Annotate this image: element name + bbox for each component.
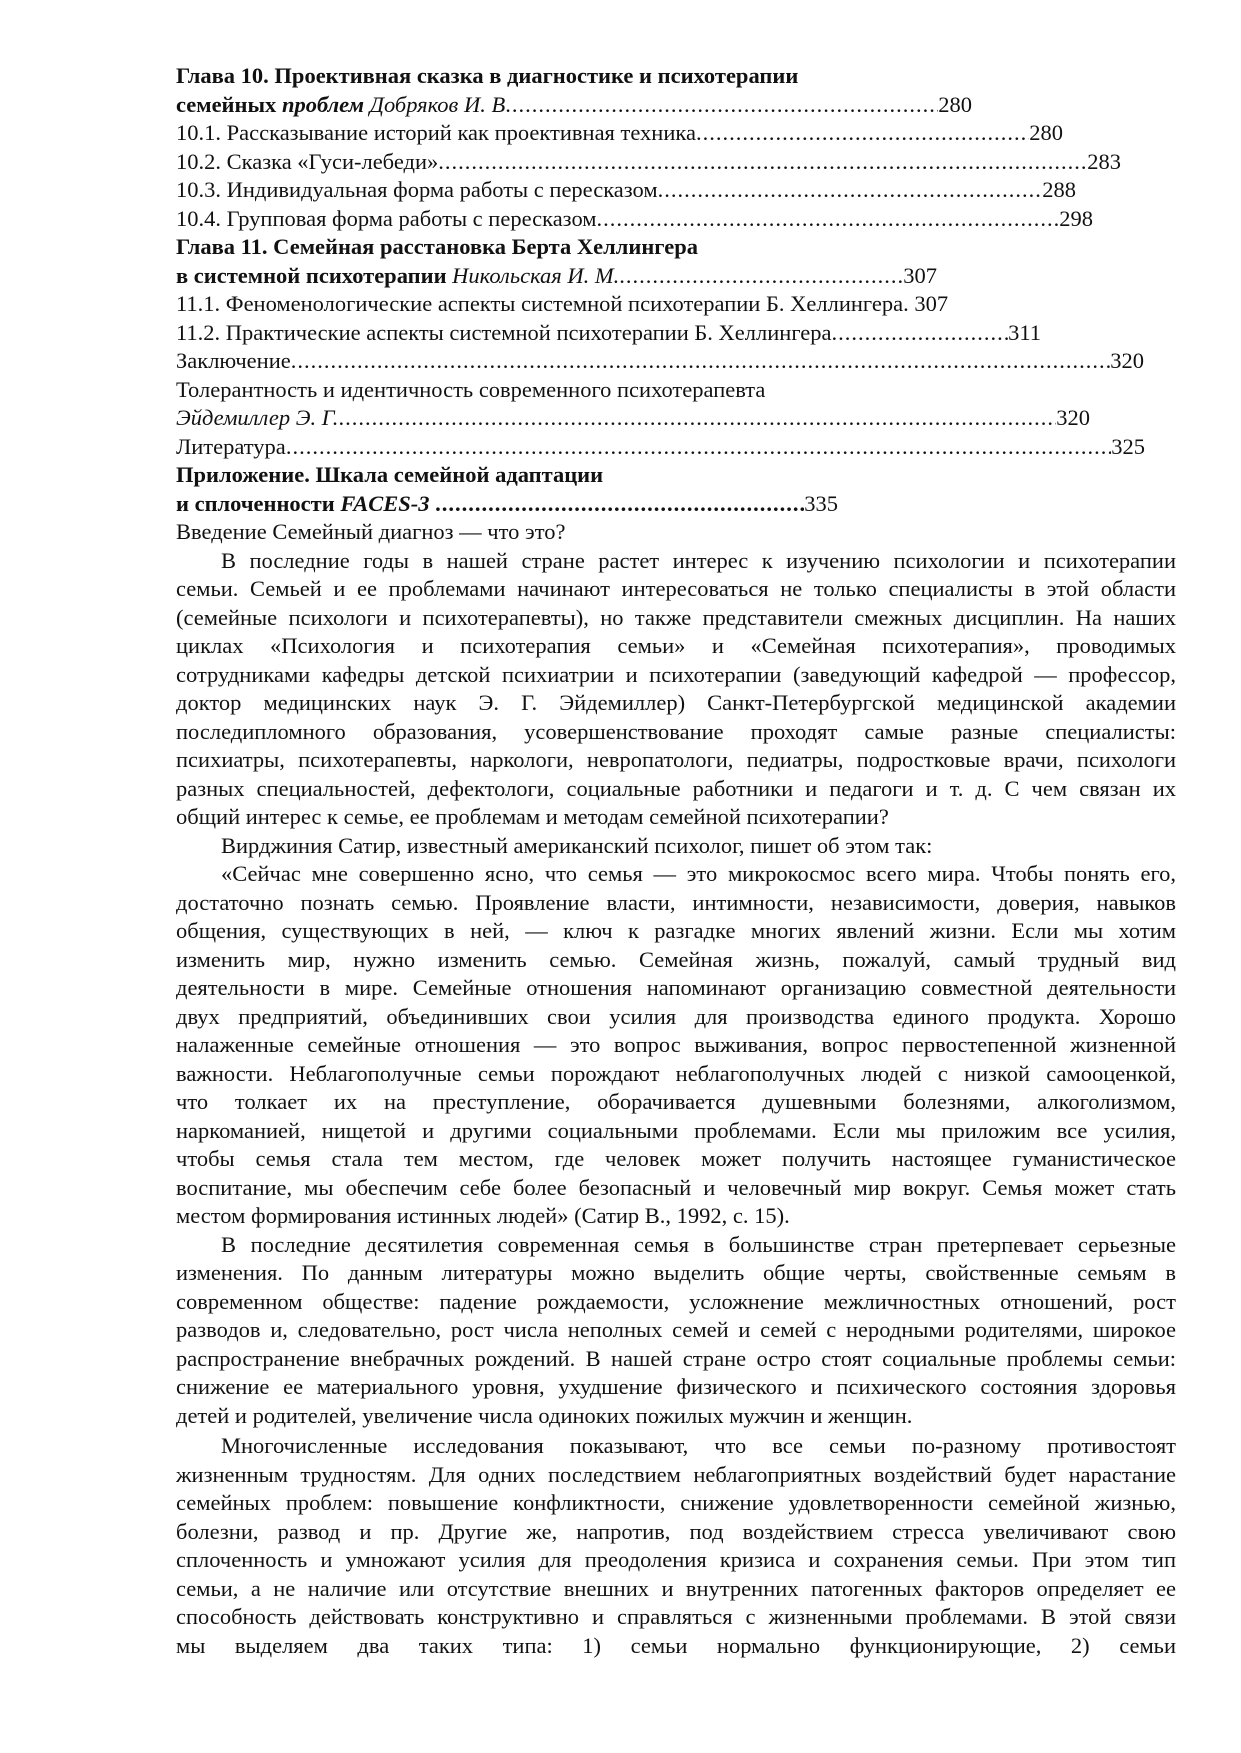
dot-leader — [831, 319, 1008, 348]
toc-page-number: 320 — [1110, 348, 1144, 373]
dot-leader — [291, 347, 1111, 376]
toc-entry — [176, 433, 1145, 462]
toc-entry — [176, 461, 1176, 490]
toc-entry-title — [176, 233, 698, 262]
toc-page-number: 283 — [1087, 148, 1121, 174]
toc-text-segment: Никольская И. М. — [452, 262, 620, 288]
paragraph — [176, 860, 1176, 1231]
toc-entry — [176, 347, 1144, 376]
dot-leader — [597, 205, 1060, 234]
text-line: Вирджиния Сатир, известный американский психолог, пишет об этом так: — [221, 832, 933, 858]
text-line: циклах «Психология и психотерапия семьи» и «Семейная психотерапия», проводимых — [176, 633, 1176, 658]
toc-text-segment: и сплоченности — [176, 490, 341, 516]
dot-leader — [658, 176, 1043, 205]
text-line: общий интерес к семье, ее проблемам и методам семейной психотерапии? — [176, 804, 889, 829]
text-line: чтобы семья стала тем местом, где человек может получить настоящее гуманистическое — [176, 1146, 1176, 1171]
toc-entry — [176, 376, 1176, 405]
text-line: важности. Неблагополучные семьи порождают неблагополучных людей с низкой самооценкой, — [176, 1060, 1176, 1086]
text-line: двух предприятий, объединивших свои усилия для производства единого продукта. Хорошо — [176, 1003, 1176, 1029]
text-line: налаженные семейные отношения — это вопрос выживания, вопрос первостепенной жизненной — [176, 1032, 1176, 1057]
text-line: В последние десятилетия современная семья в большинстве стран претерпевает серьезные — [221, 1231, 1176, 1257]
text-line: семьи, а не наличие или отсутствие внешних и внутренних патогенных факторов определяет ее — [176, 1575, 1176, 1601]
toc-entry-title — [176, 433, 286, 462]
text-line: общения, существующих в ней, — ключ к разгадке многих явлений жизни. Если мы хотим — [176, 918, 1176, 943]
text-line: В последние годы в нашей стране растет интерес к изучению психологии и психотерапии — [221, 547, 1176, 573]
toc-entry-title — [176, 347, 291, 376]
toc-text-segment: 10.3. Индивидуальная форма работы с пересказом — [176, 177, 658, 202]
document-page — [176, 62, 1176, 1660]
toc-entry-title — [176, 319, 831, 348]
dot-leader — [438, 148, 1087, 177]
toc-entry-title — [176, 490, 435, 519]
toc-entry — [176, 205, 1093, 234]
toc-entry-title — [176, 148, 438, 177]
toc-entry-title — [176, 290, 948, 319]
text-line: сотрудниками кафедры детской психиатрии и психотерапии (заведующий кафедрой — профессор, — [176, 661, 1176, 687]
toc-text-segment: Эйдемиллер Э. Г. — [176, 405, 339, 430]
toc-entry-title — [176, 205, 597, 234]
text-line: распространение внебрачных рождений. В нашей стране остро стоят социальные проблемы семьи: — [176, 1345, 1176, 1371]
text-line: психиатры, психотерапевты, наркологи, невропатологи, педиатры, подростковые врачи, психологи — [176, 747, 1176, 772]
toc-entry — [176, 319, 1041, 348]
toc-entry-title — [176, 262, 619, 291]
toc-entry — [176, 148, 1121, 177]
text-line: последипломного образования, усовершенствование проходят самые разные специалисты: — [176, 718, 1176, 744]
text-line: болезни, развод и пр. Другие же, напротив, под воздействием стресса увеличивают свою — [176, 1518, 1176, 1544]
text-line: семейных проблем: повышение конфликтности, снижение удовлетворенности семейной жизнью, — [176, 1490, 1176, 1515]
dot-leader — [505, 91, 938, 120]
toc-page-number: 335 — [804, 490, 838, 516]
toc-text-segment: Толерантность и идентичность современного психотерапевта — [176, 376, 766, 402]
paragraph — [176, 1231, 1176, 1431]
toc-text-segment: Добряков И. В — [364, 91, 506, 117]
text-line: снижение ее материального уровня, ухудшение физического и психического состояния здоровья — [176, 1374, 1176, 1399]
toc-text-segment: семейных — [176, 91, 282, 117]
toc-entry — [176, 233, 1176, 262]
toc-entry — [176, 91, 972, 120]
toc-text-segment: Заключение — [176, 348, 291, 373]
text-line: достаточно познать семью. Проявление власти, интимности, независимости, доверия, навыков — [176, 889, 1176, 915]
paragraph — [176, 1432, 1176, 1660]
toc-entry — [176, 62, 1176, 91]
toc-entry-title — [176, 176, 658, 205]
toc-text-segment: 11.2. Практические аспекты системной психотерапии Б. Хеллингера — [176, 319, 832, 345]
text-line: Многочисленные исследования показывают, что все семьи по-разному противостоят — [221, 1433, 1176, 1458]
toc-entry — [176, 119, 1063, 148]
toc-entry — [176, 404, 1090, 433]
toc-text-segment: Приложение. Шкала семейной адаптации — [176, 462, 604, 487]
paragraph — [176, 547, 1176, 832]
toc-entry — [176, 176, 1076, 205]
toc-text-segment: Литература — [176, 433, 286, 459]
toc-text-segment: 10.4. Групповая форма работы с пересказом — [176, 205, 597, 231]
toc-entry-title — [176, 376, 765, 405]
text-line: разводов и, следовательно, рост числа неполных семей и семей с неродными родителями, широкое — [176, 1317, 1176, 1342]
dot-leader — [435, 490, 804, 519]
body-text — [176, 547, 1176, 1661]
toc-entry-title — [176, 404, 338, 433]
paragraph — [176, 832, 1176, 861]
intro-title: Введение Семейный диагноз — что это? — [176, 519, 566, 544]
toc-text-segment: 11.1. Феноменологические аспекты системной психотерапии Б. Хеллингера. 307 — [176, 291, 949, 316]
text-line: семьи. Семьей и ее проблемами начинают интересоваться не только специалисты в этой области — [176, 576, 1176, 601]
toc-page-number: 325 — [1111, 433, 1145, 459]
toc-page-number: 280 — [1029, 120, 1063, 145]
text-line: разных специальностей, дефектологи, социальные работники и педагоги и т. д. С чем связан их — [176, 775, 1176, 801]
dot-leader — [338, 404, 1056, 433]
text-line: современном обществе: падение рождаемости, усложнение межличностных отношений, рост — [176, 1288, 1176, 1314]
text-line: «Сейчас мне совершенно ясно, что семья — это микрокосмос всего мира. Чтобы понять его, — [221, 861, 1176, 886]
toc-page-number: 320 — [1056, 405, 1090, 430]
text-line: (семейные психологи и психотерапевты), но также представители смежных дисциплин. На наших — [176, 604, 1176, 630]
text-line: детей и родителей, увеличение числа одиноких пожилых мужчин и женщин. — [176, 1402, 913, 1428]
toc-entry — [176, 262, 937, 291]
text-line: что толкает их на преступление, оборачивается душевными болезнями, алкоголизмом, — [176, 1089, 1176, 1114]
toc-text-segment: 10.1. Рассказывание историй как проективная техника — [176, 120, 696, 145]
toc-entry-title — [176, 62, 798, 91]
text-line: мы выделяем два таких типа: 1) семьи нормально функционирующие, 2) семьи — [176, 1632, 1176, 1658]
toc-text-segment: Глава 11. Семейная расстановка Берта Хеллингера — [176, 234, 698, 259]
toc-page-number: 280 — [938, 91, 972, 117]
text-line: сплоченность и умножают усилия для преодоления кризиса и сохранения семьи. При этом тип — [176, 1547, 1176, 1572]
table-of-contents — [176, 62, 1176, 518]
toc-page-number: 298 — [1059, 205, 1093, 231]
dot-leader — [696, 119, 1029, 148]
toc-entry — [176, 290, 1176, 319]
toc-page-number: 307 — [903, 262, 937, 288]
toc-page-number: 311 — [1008, 319, 1041, 345]
text-line: изменить мир, нужно изменить семью. Семейная жизнь, пожалуй, самый трудный вид — [176, 946, 1176, 972]
text-line: наркоманией, нищетой и другими социальными проблемами. Если мы приложим все усилия, — [176, 1117, 1176, 1143]
text-line: местом формирования истинных людей» (Сатир В., 1992, с. 15). — [176, 1203, 790, 1228]
toc-text-segment: проблем — [281, 91, 365, 117]
toc-text-segment: Глава 10. Проективная сказка в диагностике и психотерапии — [176, 63, 799, 88]
toc-text-segment: 10.2. Сказка «Гуси-лебеди» — [176, 148, 439, 174]
text-line: изменения. По данным литературы можно выделить общие черты, свойственные семьям в — [176, 1260, 1176, 1285]
text-line: воспитание, мы обеспечим себе более безопасный и человечный мир вокруг. Семья может стать — [176, 1174, 1176, 1200]
dot-leader — [286, 433, 1111, 462]
text-line: жизненным трудностям. Для одних последствием неблагоприятных воздействий будет нарастание — [176, 1461, 1176, 1487]
toc-entry-title — [176, 461, 603, 490]
toc-entry-title — [176, 119, 696, 148]
text-line: доктор медицинских наук Э. Г. Эйдемиллер) Санкт-Петербургской медицинской академии — [176, 690, 1176, 715]
dot-leader — [619, 262, 903, 291]
toc-text-segment: в системной психотерапии — [176, 262, 453, 288]
toc-entry-title — [176, 91, 505, 120]
toc-entry — [176, 490, 838, 519]
toc-text-segment: FACES-3 — [340, 490, 430, 516]
text-line: деятельности в мире. Семейные отношения напоминают организацию совместной деятельности — [176, 975, 1176, 1000]
toc-page-number: 288 — [1042, 177, 1076, 202]
text-line: способность действовать конструктивно и справляться с жизненными проблемами. В этой связи — [176, 1604, 1176, 1629]
